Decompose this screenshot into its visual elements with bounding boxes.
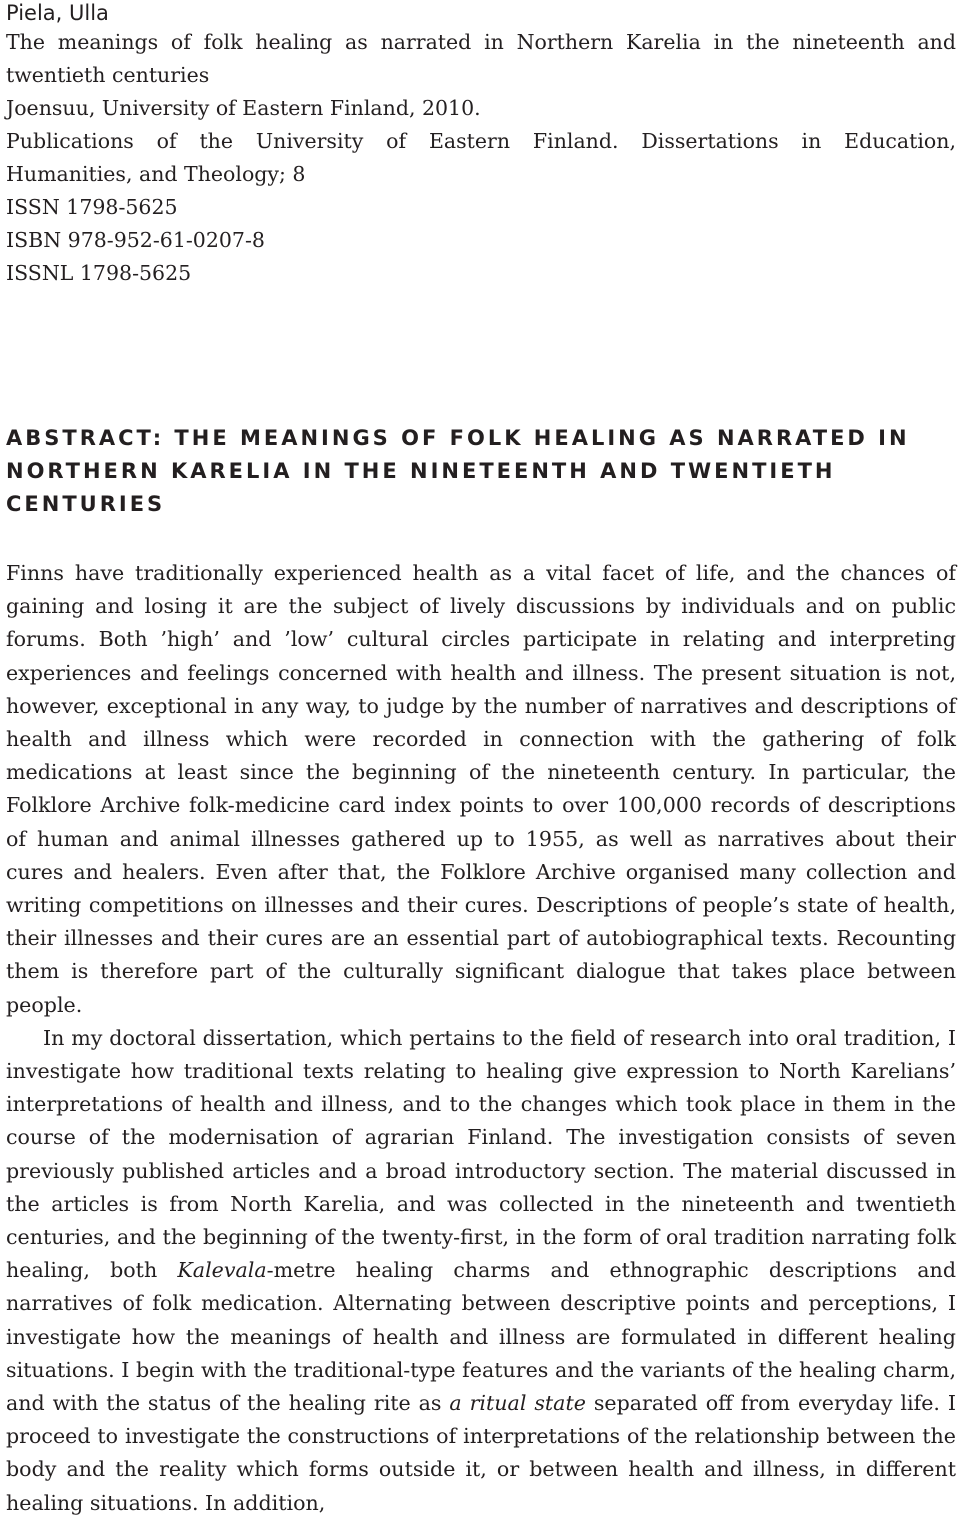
paragraph-2-text-start: In my doctoral dissertation, which pertains to the field of research into oral tradition, I investigate how traditional texts relating to healing give expression to North Karelians’ interpretations of health and illness, and to the changes which took place in them in the course of the modernisation of agrarian Finland. The investigation consists of seven previously published articles and a broad introductory section. The material discussed in the articles is from North Karelia, and was collected in the nineteenth and twentieth centuries, and the beginning of the twenty-first, in the form of oral tradition narrating folk healing, both bbox=[6, 1025, 956, 1283]
issn: ISSN 1798-5625 bbox=[6, 195, 178, 219]
publication-title-line-2: twentieth centuries bbox=[6, 63, 210, 87]
publication-title-line-1: The meanings of folk healing as narrated in Northern Karelia in the nineteenth and bbox=[6, 30, 956, 54]
paragraph-2-text-end: separated off from everyday life. I proceed to investigate the constructions of interpretations of the relationship between the body and the reality which forms outside it, or between health and illness, in different healing situations. In addition, bbox=[6, 1391, 956, 1515]
kalevala-italic: Kalevala bbox=[177, 1258, 267, 1283]
series-line-1: Publications of the University of Eastern Finland. Dissertations in Education, bbox=[6, 129, 956, 153]
abstract-heading: ABSTRACT: THE MEANINGS OF FOLK HEALING AS NARRATED IN NORTHERN KARELIA IN THE NINETEENTH AND TWENTIETH CENTURIES bbox=[6, 426, 910, 516]
document-page bbox=[6, 0, 956, 1515]
isbn: ISBN 978-952-61-0207-8 bbox=[6, 228, 265, 252]
issnl: ISSNL 1798-5625 bbox=[6, 261, 192, 285]
bibliographic-info bbox=[6, 0, 956, 290]
ritual-state-italic: a ritual state bbox=[449, 1391, 586, 1416]
author-name: Piela, Ulla bbox=[6, 1, 109, 25]
paragraph-2-text-middle: -metre healing charms and ethnographic descriptions and narratives of folk medication. Alternating between descriptive points and perceptions, I investigate how the meanings of health and illness are formulated in different healing situations. I begin with the traditional-type features and the variants of the healing charm, and with the status of the healing rite as bbox=[6, 1258, 956, 1416]
publisher-line: Joensuu, University of Eastern Finland, 2010. bbox=[6, 96, 481, 120]
abstract-paragraph-2 bbox=[6, 1022, 956, 1520]
abstract-paragraph-1: Finns have traditionally experienced health as a vital facet of life, and the chances of gaining and losing it are the subject of lively discussions by individuals and on public forums. Both ’high’ and ’low’ cultural circles participate in relating and interpreting experiences and feelings concerned with health and illness. The present situation is not, however, exceptional in any way, to judge by the number of narratives and descriptions of health and illness which were recorded in connection with the gathering of folk medications at least since the beginning of the nineteenth century. In particular, the Folklore Archive folk-medicine card index points to over 100,000 records of descriptions of human and animal illnesses gathered up to 1955, as well as narratives about their cures and healers. Even after that, the Folklore Archive organised many collection and writing competitions on illnesses and their cures. Descriptions of people’s state of health, their illnesses and their cures are an essential part of autobiographical texts. Recounting them is therefore part of the culturally significant dialogue that takes place between people. bbox=[6, 561, 956, 1017]
series-line-2: Humanities, and Theology; 8 bbox=[6, 162, 306, 186]
abstract-body bbox=[6, 557, 956, 1520]
